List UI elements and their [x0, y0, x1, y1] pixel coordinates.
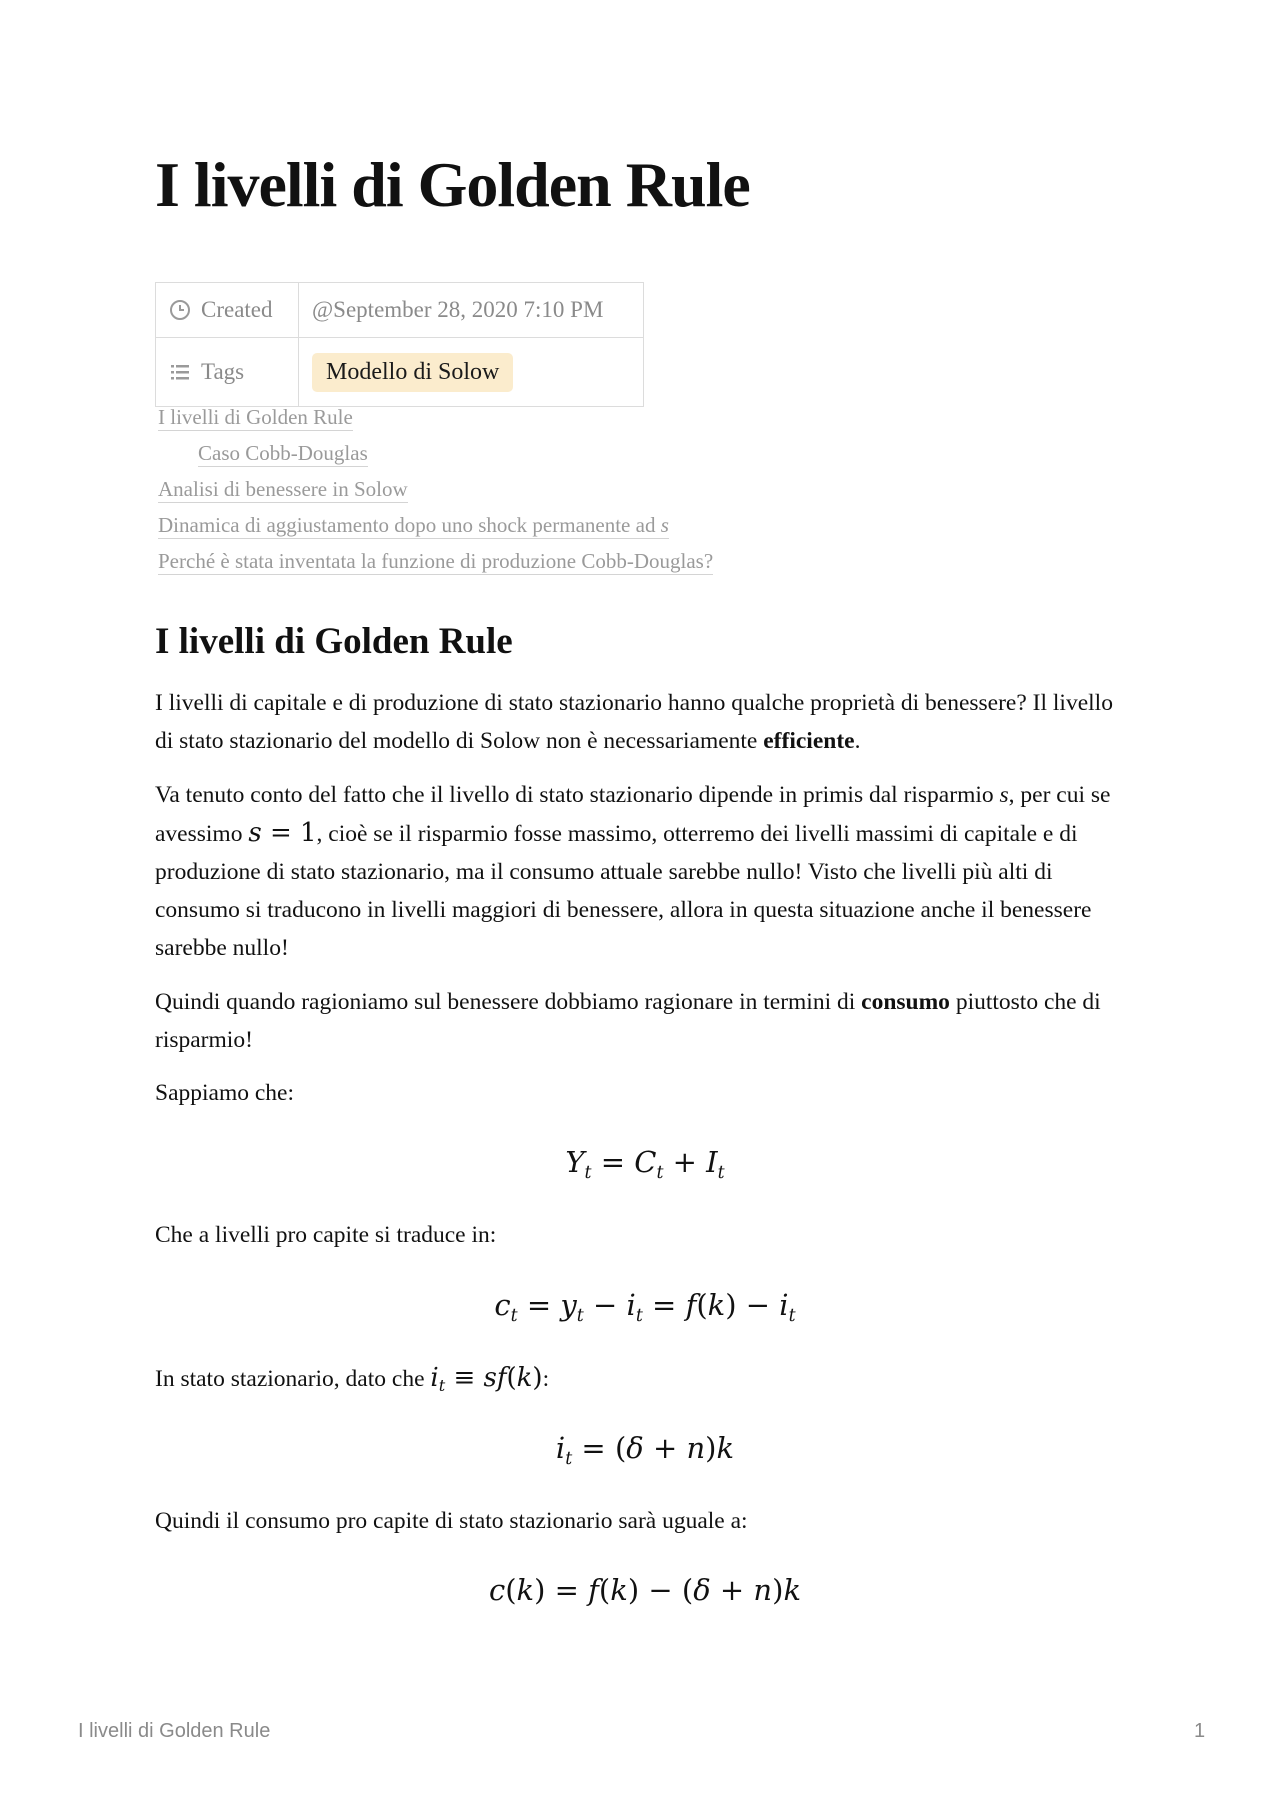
properties-table — [155, 282, 644, 407]
p2-italic-s: s — [999, 782, 1009, 808]
list-icon — [169, 361, 191, 383]
p2-text-b: , per cui se avessimo — [155, 782, 1111, 847]
p2-text-a: Va tenuto conto del fatto che il livello di stato stazionario dipende in primis dal risparmio — [155, 782, 1000, 808]
p6-inline-math: $i_t \equiv sf(k)$ — [430, 1363, 543, 1395]
p6-text-b: : — [542, 1366, 550, 1392]
paragraph-3 — [155, 983, 1135, 1059]
p1-end: . — [854, 728, 861, 754]
toc-link-dinamica-text: Dinamica di aggiustamento dopo uno shock permanente ad — [158, 513, 661, 537]
toc-link-dinamica[interactable] — [158, 513, 669, 539]
p3-end: piuttosto che di risparmio! — [155, 989, 1101, 1053]
paragraph-1 — [155, 684, 1135, 760]
tags-value — [299, 338, 644, 407]
p3-text: Quindi quando ragioniamo sul benessere dobbiamo ragionare in termini di — [155, 989, 862, 1015]
paragraph-5: Che a livelli pro capite si traduce in: — [155, 1222, 497, 1248]
toc-link-dinamica-var: s — [660, 513, 669, 537]
p1-text: I livelli di capitale e di produzione di stato stazionario hanno qualche proprietà di benessere? Il livello di stato stazionario del modello di Solow non è necessariamente — [155, 690, 1113, 754]
p2-text-c: , cioè se il risparmio fosse massimo, otterremo dei livelli massimi di capitale e di produzione di stato stazionario, ma il consumo attuale sarebbe nullo! Visto che livelli più alti di consumo si traducono in livelli maggiori di benessere, allora in questa situazione anche il benessere sarebbe nullo! — [155, 821, 1092, 961]
paragraph-2 — [155, 776, 1135, 967]
equation-4: c(k) = f(k) − (δ + n)k — [488, 1573, 802, 1607]
p6-text-a: In stato stazionario, dato che — [155, 1366, 431, 1392]
property-key-created — [156, 283, 299, 338]
equation-2: $c_t = y_t - i_t = f(k) - i_t$ — [494, 1288, 796, 1327]
p2-inline-math: s = 1 — [248, 818, 317, 848]
page-number: 1 — [1194, 1720, 1206, 1742]
created-label: Created — [201, 297, 273, 322]
toc-link-cobb-douglas[interactable]: Caso Cobb-Douglas — [198, 441, 368, 467]
p3-bold: consumo — [861, 989, 950, 1015]
footer-title: I livelli di Golden Rule — [78, 1720, 271, 1742]
paragraph-4: Sappiamo che: — [155, 1080, 295, 1106]
p1-bold: efficiente — [763, 728, 855, 754]
tag-badge[interactable]: Modello di Solow — [312, 353, 513, 392]
section-heading: I livelli di Golden Rule — [155, 621, 513, 662]
page-title: I livelli di Golden Rule — [155, 149, 750, 220]
created-value[interactable]: @September 28, 2020 7:10 PM — [299, 283, 644, 338]
property-row-created — [156, 283, 644, 338]
toc-link-golden-rule[interactable]: I livelli di Golden Rule — [158, 405, 353, 431]
toc-link-analisi-benessere[interactable]: Analisi di benessere in Solow — [158, 477, 408, 503]
equation-3: $i_t = (\delta + n)k$ — [555, 1431, 735, 1470]
toc-link-perche-cobb-douglas[interactable]: Perché è stata inventata la funzione di produzione Cobb-Douglas? — [158, 549, 713, 575]
property-key-tags — [156, 338, 299, 407]
paragraph-7: Quindi il consumo pro capite di stato stazionario sarà uguale a: — [155, 1508, 748, 1534]
paragraph-6 — [155, 1359, 1135, 1398]
clock-icon — [169, 299, 191, 321]
equation-1: $Y_t = C_t + I_t$ — [565, 1145, 725, 1184]
tags-label: Tags — [201, 359, 245, 384]
property-row-tags — [156, 338, 644, 407]
